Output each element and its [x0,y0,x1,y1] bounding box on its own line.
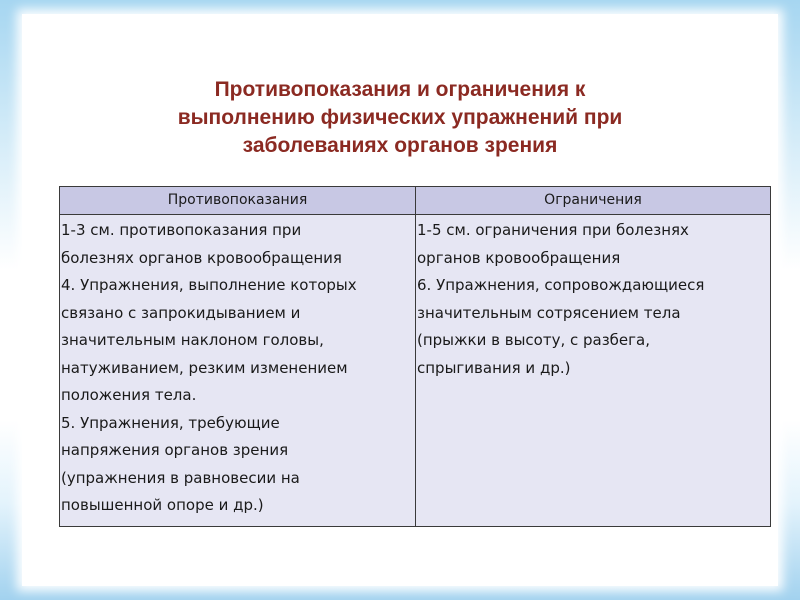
table-header-row [60,187,771,215]
limitations-cell [416,215,771,527]
contraindications-line: значительным наклоном головы, [61,331,324,349]
contraindications-table [59,186,771,527]
slide-title-line: заболеваниях органов зрения [242,134,558,157]
table-row [60,215,771,527]
limitations-line: органов кровообращения [417,248,621,267]
header-contraindications: Противопоказания [60,187,416,215]
slide-title-line: выполнению физических упражнений при [177,106,623,129]
contraindications-line: повышенной опоре и др.) [61,496,264,514]
limitations-line: 1-5 см. ограничения при болезнях [417,221,689,239]
contraindications-line: напряжения органов зрения [61,441,289,459]
contraindications-line: болезнях органов кровообращения [61,248,342,267]
limitations-line: 6. Упражнения, сопровождающиеся [417,276,705,294]
limitations-line: значительным сотрясением тела [417,303,681,322]
contraindications-line: (упражнения в равновесии на [61,468,300,487]
contraindications-line: 5. Упражнения, требующие [61,413,280,432]
contraindications-line: натуживанием, резким изменением [61,358,348,377]
contraindications-line: положения тела. [61,386,197,404]
limitations-line: спрыгивания и др.) [417,358,571,377]
contraindications-cell [60,215,416,527]
contraindications-line: 4. Упражнения, выполнение которых [61,276,357,294]
contraindications-line: 1-3 см. противопоказания при [61,221,302,239]
slide-title [100,76,700,160]
header-limitations: Ограничения [416,187,771,215]
slide-title-line: Противопоказания и ограничения к [214,78,586,101]
limitations-line: (прыжки в высоту, с разбега, [417,331,651,349]
contraindications-line: связано с запрокидыванием и [61,303,301,322]
